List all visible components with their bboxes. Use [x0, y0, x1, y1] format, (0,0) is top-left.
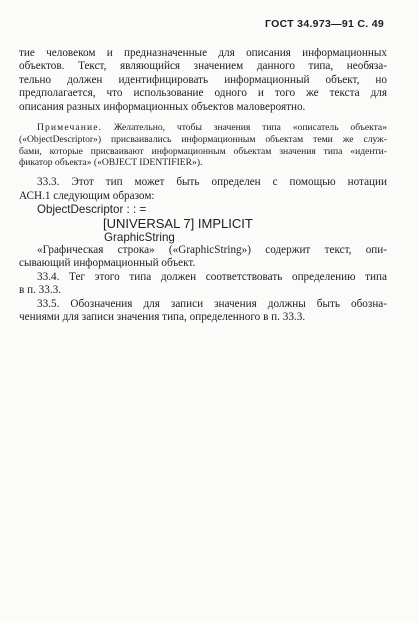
page-body	[19, 47, 387, 324]
note-line: бами, которые присваивают информационным объектам значения типа «иденти-	[19, 145, 387, 157]
asn1-tag-line: [UNIVERSAL 7] IMPLICIT	[103, 216, 253, 232]
running-header: ГОСТ 34.973—91 С. 49	[265, 18, 384, 30]
note-text: Желательно, чтобы значения типа «описатель объекта»	[102, 122, 387, 134]
text-line: чениями для записи значения типа, определенного в п. 33.3.	[19, 311, 306, 324]
text-line: объектов. Текст, являющийся значением данного типа, необяза-	[19, 60, 387, 73]
text-line: 33.3. Этот тип может быть определен с помощью нотации	[37, 176, 387, 189]
text-line: тие человеком и предназначенные для описания информационных	[19, 47, 387, 59]
text-line: 33.5. Обозначения для записи значения должны быть обозна-	[37, 297, 387, 310]
paragraph-33-5	[19, 298, 387, 325]
note-line	[19, 122, 387, 134]
note-block	[19, 122, 387, 169]
text-line: описания разных информационных объектов маловероятно.	[19, 100, 306, 113]
text-line: тельно должен идентифицировать информационный объект, но	[19, 73, 387, 86]
paragraph-33-4	[19, 271, 387, 298]
paragraph-graphic-string	[19, 244, 387, 271]
text-line: в п. 33.3.	[19, 284, 62, 297]
text-line: «Графическая строка» («GraphicString») содержит текст, опи-	[37, 244, 387, 257]
note-line: фикатор объекта» («OBJECT IDENTIFIER»).	[19, 157, 203, 169]
text-line: предполагается, что использование одного и того же текста для	[19, 87, 387, 100]
paragraph-intro	[19, 47, 387, 114]
asn1-type-line: GraphicString	[104, 231, 175, 245]
text-line: 33.4. Тег этого типа должен соответствовать определению типа	[37, 270, 387, 283]
asn1-definition-line: ObjectDescriptor : : =	[37, 203, 147, 217]
paragraph-33-3	[19, 176, 387, 203]
note-line: («ObjectDescriptor») присваивались информационным объектам теми же служ-	[19, 133, 387, 145]
text-line: АСН.1 следующим образом:	[19, 189, 155, 202]
note-label: Примечание.	[37, 122, 103, 134]
text-line: сывающий информационный объект.	[19, 257, 196, 270]
